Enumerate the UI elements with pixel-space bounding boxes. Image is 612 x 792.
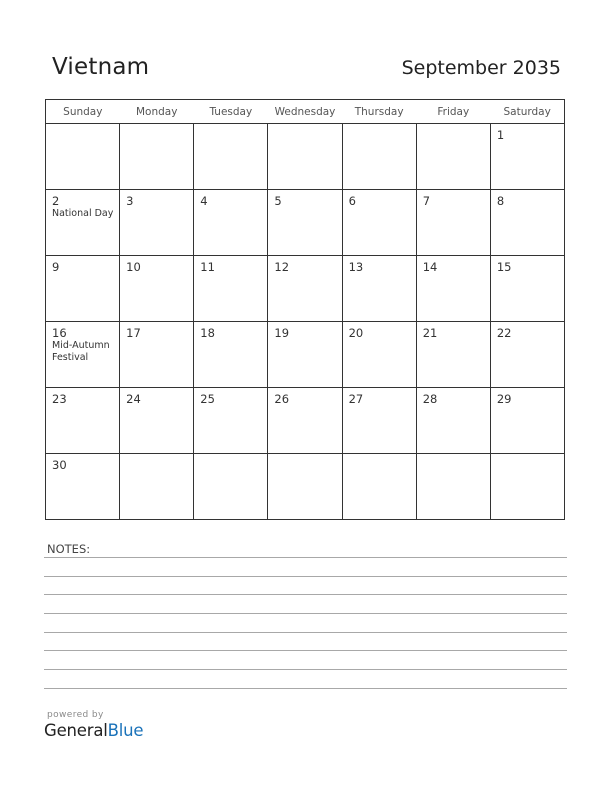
- calendar-grid: [45, 99, 565, 520]
- day-number: [46, 124, 119, 129]
- day-number: 8: [496, 194, 505, 208]
- day-number: [343, 124, 416, 129]
- weekday-header: Saturday: [490, 100, 564, 124]
- day-cell[interactable]: [342, 124, 416, 190]
- day-cell[interactable]: [342, 322, 416, 388]
- calendar-body: [46, 124, 565, 520]
- day-number: 26: [274, 392, 290, 406]
- day-number: 10: [126, 260, 141, 274]
- day-number: 13: [348, 260, 364, 274]
- day-cell[interactable]: [194, 256, 268, 322]
- day-cell[interactable]: [194, 454, 268, 520]
- day-number: [343, 454, 416, 459]
- holiday-label: National Day: [52, 208, 114, 219]
- weekday-header: Friday: [416, 100, 490, 124]
- day-number: 18: [200, 326, 215, 340]
- notes-line: [44, 650, 567, 651]
- day-number: 24: [126, 392, 141, 406]
- calendar-week-row: [46, 190, 565, 256]
- weekday-header: Sunday: [46, 100, 120, 124]
- day-cell[interactable]: [268, 454, 342, 520]
- day-cell[interactable]: [268, 124, 342, 190]
- day-number: 17: [126, 326, 141, 340]
- day-cell[interactable]: [268, 388, 342, 454]
- day-cell[interactable]: [46, 124, 120, 190]
- day-cell[interactable]: [120, 388, 194, 454]
- day-cell[interactable]: [490, 454, 564, 520]
- day-cell[interactable]: [194, 388, 268, 454]
- day-number: 29: [496, 392, 512, 406]
- page-title: Vietnam: [52, 54, 150, 80]
- day-cell[interactable]: [194, 322, 268, 388]
- day-number: 27: [348, 392, 364, 406]
- month-year-label: September 2035: [401, 57, 561, 79]
- day-number: 3: [126, 194, 134, 208]
- notes-line: [44, 688, 567, 689]
- day-cell[interactable]: [46, 388, 120, 454]
- day-number: 21: [422, 326, 438, 340]
- calendar-week-row: [46, 388, 565, 454]
- weekday-header: Thursday: [342, 100, 416, 124]
- calendar-week-row: [46, 124, 565, 190]
- notes-label: NOTES:: [47, 542, 91, 556]
- day-number: [120, 124, 193, 129]
- day-number: [417, 454, 490, 459]
- day-cell[interactable]: [46, 322, 120, 388]
- calendar-week-row: [46, 256, 565, 322]
- day-cell[interactable]: [490, 388, 564, 454]
- day-cell[interactable]: [120, 190, 194, 256]
- notes-line: [44, 576, 567, 577]
- day-number: 5: [274, 194, 282, 208]
- day-cell[interactable]: [342, 190, 416, 256]
- day-number: 1: [496, 128, 505, 142]
- day-cell[interactable]: [342, 256, 416, 322]
- day-cell[interactable]: [416, 322, 490, 388]
- day-number: [268, 124, 341, 129]
- notes-line: [44, 613, 567, 614]
- day-cell[interactable]: [416, 190, 490, 256]
- day-cell[interactable]: [268, 190, 342, 256]
- day-number: [417, 124, 490, 129]
- day-cell[interactable]: [490, 124, 564, 190]
- day-number: [120, 454, 193, 459]
- day-number: 15: [496, 260, 512, 274]
- brand-blue: Blue: [107, 721, 144, 740]
- day-number: [194, 454, 267, 459]
- day-number: 11: [200, 260, 215, 274]
- weekday-header: Tuesday: [194, 100, 268, 124]
- day-cell[interactable]: [46, 454, 120, 520]
- day-number: 25: [200, 392, 215, 406]
- day-number: 4: [200, 194, 208, 208]
- day-cell[interactable]: [46, 256, 120, 322]
- holiday-label: Mid-Autumn Festival: [52, 340, 110, 363]
- day-cell[interactable]: [46, 190, 120, 256]
- day-cell[interactable]: [342, 388, 416, 454]
- calendar-week-row: [46, 322, 565, 388]
- day-cell[interactable]: [120, 322, 194, 388]
- day-number: 12: [274, 260, 290, 274]
- day-number: 6: [348, 194, 356, 208]
- notes-line: [44, 594, 567, 595]
- day-cell[interactable]: [342, 454, 416, 520]
- day-cell[interactable]: [120, 124, 194, 190]
- weekday-header-row: [46, 100, 565, 124]
- day-number: 23: [52, 392, 67, 406]
- day-number: 14: [422, 260, 438, 274]
- day-cell[interactable]: [120, 256, 194, 322]
- weekday-header: Monday: [120, 100, 194, 124]
- day-number: 7: [422, 194, 431, 208]
- day-number: 22: [496, 326, 512, 340]
- calendar-week-row: [46, 454, 565, 520]
- weekday-header: Wednesday: [268, 100, 342, 124]
- day-number: 2: [52, 194, 60, 208]
- day-number: [194, 124, 267, 129]
- day-number: 16: [52, 326, 67, 340]
- notes-line: [44, 669, 567, 670]
- day-number: 9: [52, 260, 60, 274]
- day-number: 28: [422, 392, 438, 406]
- day-cell[interactable]: [194, 190, 268, 256]
- day-number: 20: [348, 326, 364, 340]
- brand-logo[interactable]: [44, 721, 143, 740]
- day-cell[interactable]: [490, 322, 564, 388]
- day-number: [268, 454, 341, 459]
- notes-line: [44, 632, 567, 633]
- day-cell[interactable]: [416, 454, 490, 520]
- day-cell[interactable]: [120, 454, 194, 520]
- powered-by-text: powered by: [47, 710, 104, 720]
- day-cell[interactable]: [194, 124, 268, 190]
- day-cell[interactable]: [268, 322, 342, 388]
- day-cell[interactable]: [416, 124, 490, 190]
- day-number: 19: [274, 326, 290, 340]
- brand-general: General: [44, 721, 108, 740]
- day-number: [491, 454, 564, 459]
- notes-line: [44, 557, 567, 558]
- day-cell[interactable]: [490, 190, 564, 256]
- day-cell[interactable]: [416, 256, 490, 322]
- day-cell[interactable]: [268, 256, 342, 322]
- day-cell[interactable]: [490, 256, 564, 322]
- day-cell[interactable]: [416, 388, 490, 454]
- day-number: 30: [52, 458, 67, 472]
